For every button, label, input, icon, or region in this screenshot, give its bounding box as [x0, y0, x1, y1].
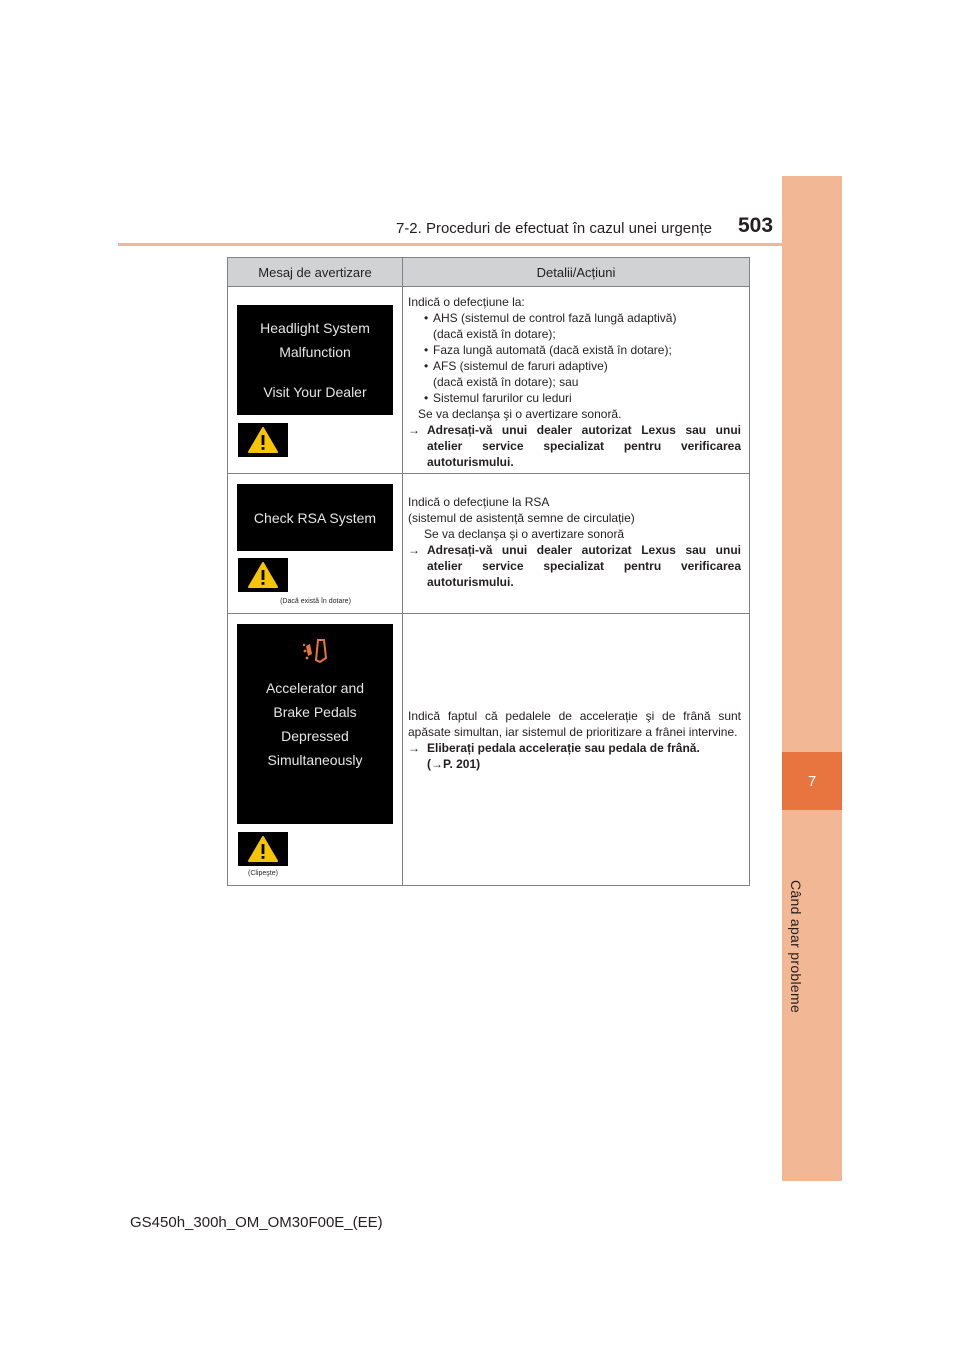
display-line: Accelerator and: [265, 680, 365, 696]
display-screen: [237, 624, 393, 824]
list-item-continued: (dacă există în dotare);: [433, 327, 556, 341]
document-code: GS450h_300h_OM_OM30F00E_(EE): [130, 1214, 383, 1231]
buzzer-note: Se va declanşa şi o avertizare sonoră: [424, 527, 625, 541]
details-cell: [403, 287, 750, 474]
display-line: Check RSA System: [253, 509, 377, 526]
list-item: • AHS (sistemul de control fază lungă adaptivă): [408, 310, 741, 326]
header-rule: [118, 243, 842, 246]
warning-table: [227, 257, 750, 886]
action-text: → Adresați-vă unui dealer autorizat Lexus sau unui atelier service specializat pentru verificarea autoturismului.: [408, 423, 741, 469]
section-title: 7-2. Proceduri de efectuat în cazul unei urgențe: [395, 220, 712, 237]
availability-note: (Dacă există în dotare): [280, 598, 351, 605]
arrow-icon: →: [408, 741, 420, 755]
warning-icon: [238, 423, 288, 457]
action-text: → Adresați-vă unui dealer autorizat Lexus sau unui atelier service specializat pentru verificarea autoturismului.: [408, 543, 741, 589]
message-cell: [228, 474, 403, 614]
table-row: [228, 474, 750, 614]
details-intro: Indică o defecțiune la RSA: [408, 495, 550, 509]
display-line: Depressed: [281, 728, 349, 744]
page-reference: (→P. 201): [427, 757, 481, 771]
chapter-number-box: [782, 752, 842, 810]
details-cell: [403, 614, 750, 886]
table-row: [228, 614, 750, 886]
buzzer-note: Se va declanşa şi o avertizare sonoră.: [418, 407, 622, 421]
list-item: • Faza lungă automată (dacă există în dotare);: [408, 342, 741, 358]
pedals-icon: [302, 636, 328, 666]
message-cell: [228, 287, 403, 474]
list-item-continued: (dacă există în dotare); sau: [433, 375, 579, 389]
display-screen: [237, 484, 393, 551]
display-line: Headlight System: [260, 320, 370, 336]
message-cell: [228, 614, 403, 886]
table-row: [228, 287, 750, 474]
chapter-number: 7: [807, 772, 817, 790]
details-description: Indică faptul că pedalele de accelerație şi de frână sunt apăsate simultan, iar sistemul de prioritizare a frânei intervine.: [408, 709, 741, 739]
side-tab: [782, 176, 842, 1181]
warning-icon: [238, 832, 288, 866]
action-text: → Eliberați pedala accelerație sau pedala de frână.: [408, 741, 700, 755]
display-line: Visit Your Dealer: [263, 384, 367, 400]
details-cell: [403, 474, 750, 614]
column-header-message: Mesaj de avertizare: [228, 258, 403, 287]
list-item: • Sistemul farurilor cu leduri: [408, 390, 741, 406]
arrow-icon: →: [408, 543, 420, 557]
table-header-row: [228, 258, 750, 287]
display-line: Brake Pedals: [273, 704, 357, 720]
arrow-icon: →: [408, 423, 420, 437]
column-header-details: Detalii/Acțiuni: [403, 258, 750, 287]
details-intro: (sistemul de asistență semne de circulație): [408, 511, 635, 525]
list-item: • AFS (sistemul de faruri adaptive): [408, 358, 741, 374]
chapter-label: Când apar probleme: [788, 880, 804, 1014]
warning-icon: [238, 558, 288, 592]
display-line: Simultaneously: [267, 752, 363, 768]
display-screen: [237, 305, 393, 415]
display-line: Malfunction: [279, 344, 351, 360]
details-intro: Indică o defecțiune la:: [408, 295, 525, 309]
blink-note: (Clipeşte): [248, 870, 278, 877]
page-number: 503: [738, 214, 774, 237]
